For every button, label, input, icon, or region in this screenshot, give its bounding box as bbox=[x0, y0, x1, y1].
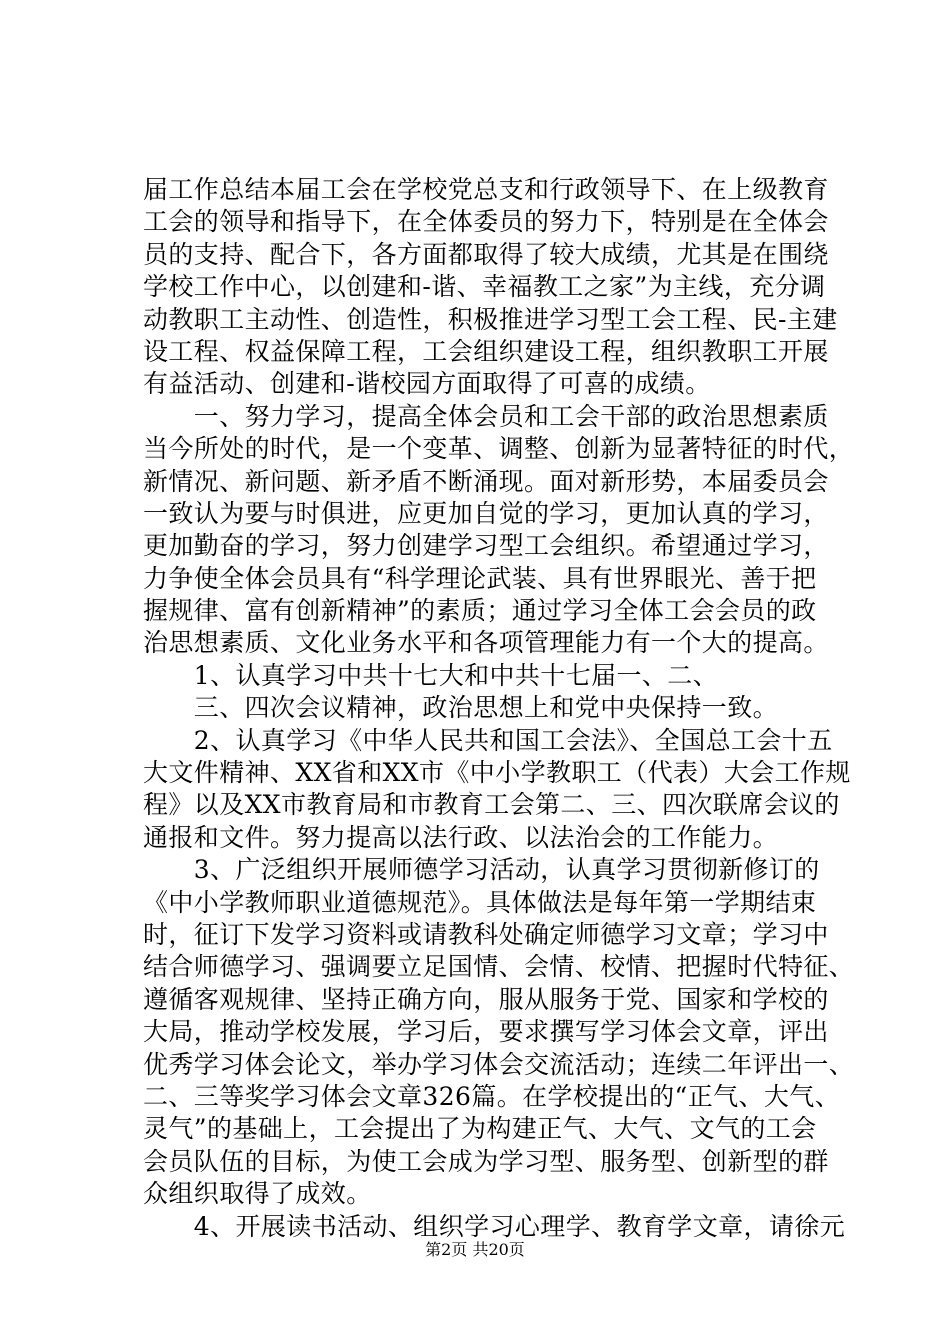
text-line: 届工作总结本届工会在学校党总支和行政领导下、在上级教育 bbox=[143, 175, 829, 204]
text-line: 众组织取得了成效。 bbox=[143, 1179, 372, 1209]
text-line: 大文件精神、XX省和XX市《中小学教职工（代表）大会工作规 bbox=[143, 758, 851, 788]
text-line: 结合师德学习、强调要立足国情、会情、校情、把握时代特征、 bbox=[143, 952, 855, 982]
text-line: 优秀学习体会论文，举办学习体会交流活动；连续二年评出一、 bbox=[143, 1049, 855, 1079]
text-line: 力争使全体会员具有“科学理论武装、具有世界眼光、善于把 bbox=[143, 563, 817, 593]
text-line: 工会的领导和指导下，在全体委员的努力下，特别是在全体会 bbox=[143, 207, 829, 237]
list-item-line: 2、认真学习《中华人民共和国工会法》、全国总工会十五 bbox=[143, 725, 833, 755]
text-line: 一致认为要与时俱进，应更加自觉的学习，更加认真的学习， bbox=[143, 498, 829, 528]
text-line: 程》以及XX市教育局和市教育工会第二、三、四次联席会议的 bbox=[143, 790, 840, 820]
text-line: 更加勤奋的学习，努力创建学习型工会组织。希望通过学习， bbox=[143, 531, 829, 561]
text-line: 当今所处的时代，是一个变革、调整、创新为显著特征的时代， bbox=[143, 434, 855, 464]
page-number-footer: 第2页 共20页 bbox=[425, 1240, 525, 1259]
text-line: 动教职工主动性、创造性，积极推进学习型工会工程、民-主建 bbox=[143, 304, 838, 334]
list-item-line: 3、广泛组织开展师德学习活动，认真学习贯彻新修订的 bbox=[143, 855, 820, 885]
list-item-line: 4、开展读书活动、组织学习心理学、教育学文章，请徐元 bbox=[143, 1211, 846, 1241]
text-line: 有益活动、创建和-谐校园方面取得了可喜的成绩。 bbox=[143, 369, 711, 399]
text-line: 《中小学教师职业道德规范》。具体做法是每年第一学期结束 bbox=[143, 887, 817, 917]
text-line: 灵气”的基础上，工会提出了为构建正气、大气、文气的工会 bbox=[143, 1114, 817, 1144]
list-item-line: 三、四次会议精神，政治思想上和党中央保持一致。 bbox=[143, 693, 779, 723]
text-line: 大局，推动学校发展，学习后，要求撰写学习体会文章，评出 bbox=[143, 1017, 829, 1047]
text-line: 设工程、权益保障工程，工会组织建设工程，组织教职工开展 bbox=[143, 336, 829, 366]
text-line: 会员队伍的目标，为使工会成为学习型、服务型、创新型的群 bbox=[143, 1146, 829, 1176]
text-line: 员的支持、配合下，各方面都取得了较大成绩，尤其是在围绕 bbox=[143, 239, 829, 269]
text-line: 遵循客观规律、坚持正确方向，服从服务于党、国家和学校的 bbox=[143, 984, 829, 1014]
document-body bbox=[143, 174, 855, 1243]
text-line: 时，征订下发学习资料或请教科处确定师德学习文章；学习中 bbox=[143, 919, 829, 949]
text-line: 通报和文件。努力提高以法行政、以法治会的工作能力。 bbox=[143, 822, 779, 852]
text-line: 二、三等奖学习体会文章326篇。在学校提出的“正气、大气、 bbox=[143, 1081, 841, 1111]
list-item-line: 1、认真学习中共十七大和中共十七届一、二、 bbox=[143, 660, 719, 690]
text-line: 握规律、富有创新精神”的素质；通过学习全体工会会员的政 bbox=[143, 596, 817, 626]
text-line: 新情况、新问题、新矛盾不断涌现。面对新形势，本届委员会 bbox=[143, 466, 829, 496]
text-line: 学校工作中心，以创建和-谐、幸福教工之家”为主线，充分调 bbox=[143, 272, 826, 302]
section-heading-line: 一、努力学习，提高全体会员和工会干部的政治思想素质 bbox=[143, 401, 829, 431]
text-line: 治思想素质、文化业务水平和各项管理能力有一个大的提高。 bbox=[143, 628, 829, 658]
